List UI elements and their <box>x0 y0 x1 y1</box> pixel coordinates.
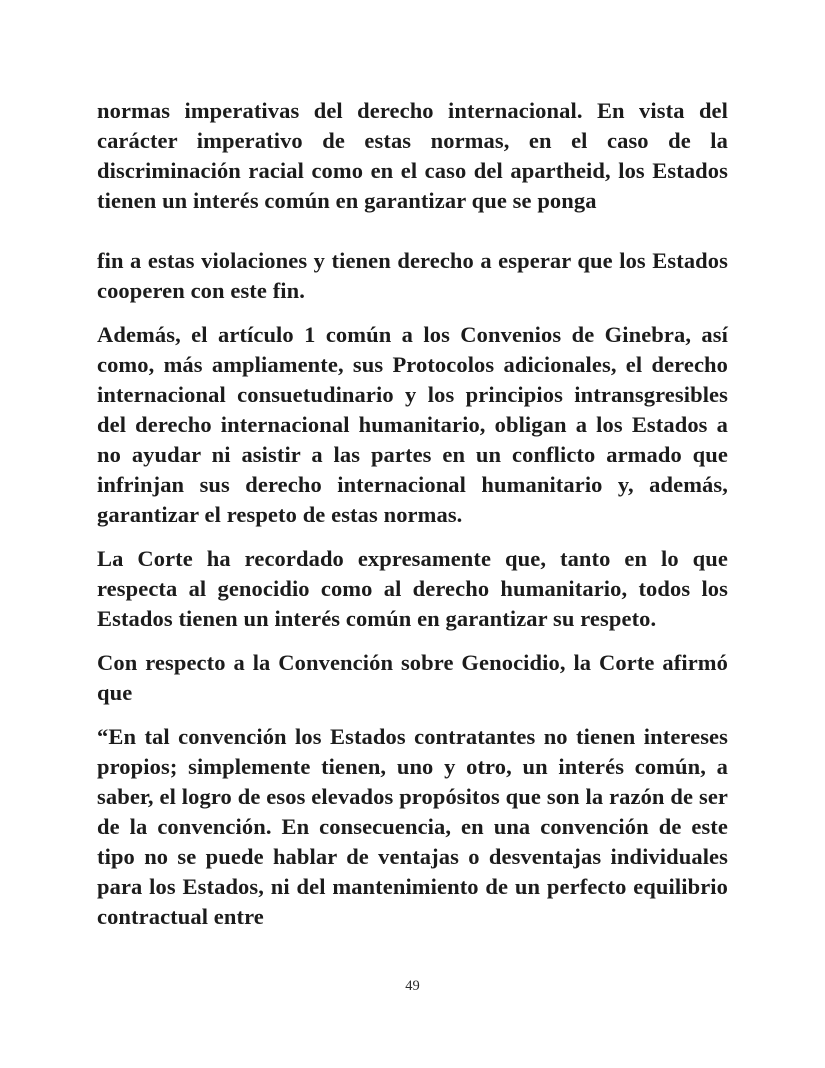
paragraph-6-quote: “En tal convención los Estados contratantes no tienen intereses propios; simplemente tienen, uno y otro, un interés común, a saber, el logro de esos elevados propósitos que son la razón de ser de la convención. En consecuencia, en una convención de este tipo no se puede hablar de ventajas o desventajas individuales para los Estados, ni del mantenimiento de un perfecto equilibrio contractual entre <box>97 724 728 929</box>
paragraph-2: fin a estas violaciones y tienen derecho a esperar que los Estados cooperen con este fin. <box>97 248 728 303</box>
paragraph-1: normas imperativas del derecho internacional. En vista del carácter imperativo de estas normas, en el caso de la discriminación racial como en el caso del apartheid, los Estados tienen un interés común en garantizar que se ponga <box>97 98 728 213</box>
document-body <box>97 96 728 946</box>
paragraph-4: La Corte ha recordado expresamente que, tanto en lo que respecta al genocidio como al derecho humanitario, todos los Estados tienen un interés común en garantizar su respeto. <box>97 546 728 631</box>
page-number: 49 <box>405 978 420 994</box>
paragraph-5: Con respecto a la Convención sobre Genocidio, la Corte afirmó que <box>97 650 728 705</box>
paragraph-3: Además, el artículo 1 común a los Convenios de Ginebra, así como, más ampliamente, sus Protocolos adicionales, el derecho internacional consuetudinario y los principios intransgresibles del derecho internacional humanitario, obligan a los Estados a no ayudar ni asistir a las partes en un conflicto armado que infrinjan sus derecho internacional humanitario y, además, garantizar el respeto de estas normas. <box>97 322 728 527</box>
